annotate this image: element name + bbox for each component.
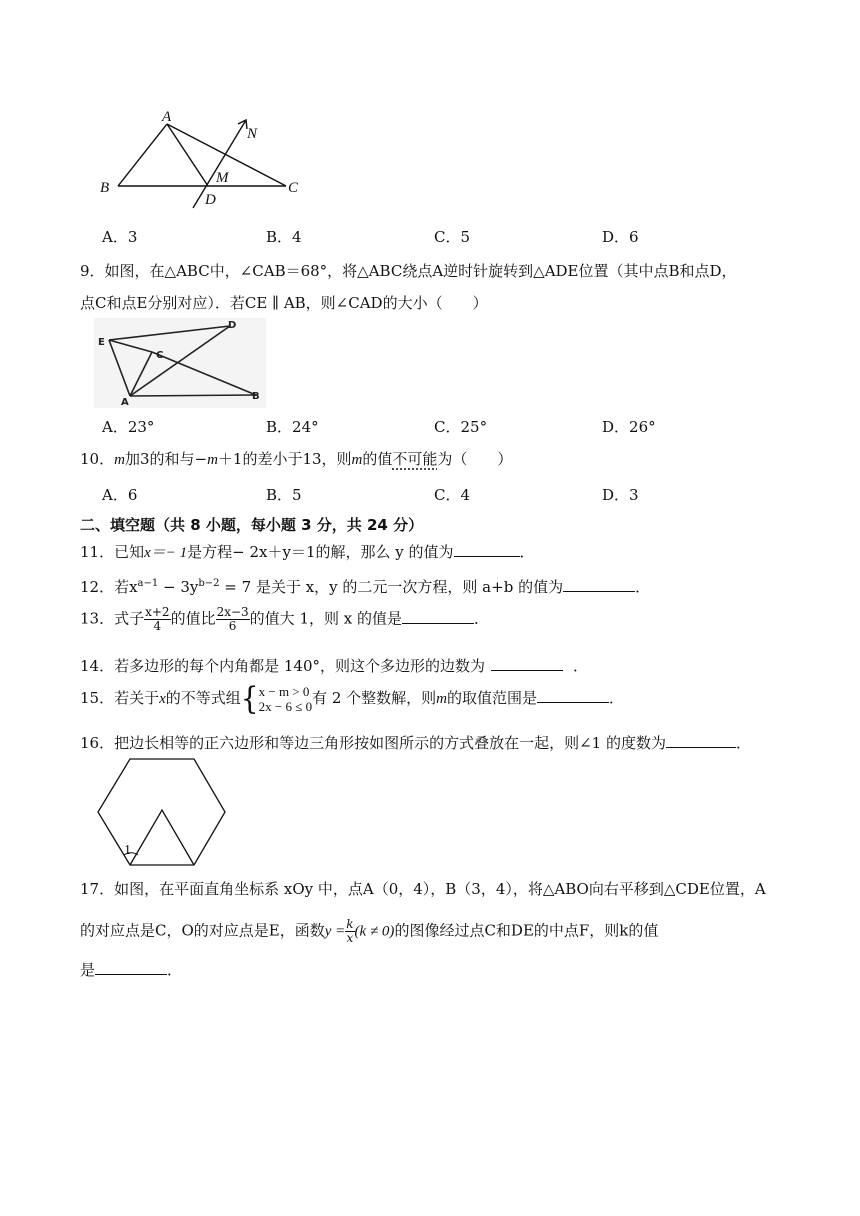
q11-text-1: 11．已知 [80,543,145,561]
fig8-label-m: M [216,170,229,186]
q10-text-2: ＋1的差小于13，则 [217,450,352,468]
q9-option-b[interactable] [266,416,319,437]
fig9-label-d: D [228,320,237,331]
q11-text-2: 是方程− 2x＋y＝1 [187,543,316,561]
q9-option-b-letter: B． [266,418,293,436]
q16-text: 16．把边长相等的正六边形和等边三角形按如图所示的方式叠放在一起，则∠1 的度数为 [80,734,666,752]
q17-text-2: 的图像经过点C和DE的中点F，则k的值 [394,921,659,940]
q13-fraction-1-denominator: 4 [153,619,162,633]
q13-answer-blank[interactable] [402,609,474,624]
q13-end: ． [473,609,489,628]
q9-option-a-text: 23° [127,418,155,436]
q10-option-b-letter: B． [266,486,293,504]
q13-text-3: 的值大 1，则 x 的值是 [249,609,402,628]
q12-exponent-1: a−1 [137,578,159,589]
q15-inequality-1: x − m > 0 [258,684,310,699]
figure-q9-rotation [94,318,266,408]
q8-option-b[interactable] [266,226,302,247]
q13-fraction-2-numerator: 2x−3 [216,605,249,619]
q9-stem-line2: 点C和点E分别对应）．若CE ∥ AB，则∠CAD的大小（ ） [80,294,488,312]
q17-stem-line1: 17．如图，在平面直角坐标系 xOy 中，点A（0，4），B（3，4），将△ABO向右平移到△CDE位置，A [80,880,766,898]
q10-stem [80,448,512,469]
q15-text-1: 15．若关于 [80,689,160,707]
q15-end: ． [609,689,625,707]
q9-option-c-text: 25° [460,418,488,436]
q10-text-3: 的值 [362,450,393,468]
q8-option-b-letter: B． [266,228,293,246]
q10-var-m3: m [351,452,363,468]
q8-option-a[interactable] [102,226,137,247]
q9-option-c[interactable] [434,416,487,437]
q8-option-d[interactable] [602,226,639,247]
q13-fraction-2 [216,606,250,633]
q8-option-d-letter: D． [602,228,630,246]
q10-option-a[interactable] [102,484,137,505]
q17-function-condition: (k ≠ 0) [354,923,395,940]
q10-option-a-text: 6 [127,486,138,504]
q12-text-2: − 3y [158,578,199,596]
q10-option-c[interactable] [434,484,470,505]
q15-text-2: 的不等式组 [165,689,241,707]
q12-text-3: = 7 是关于 x，y 的二元一次方程，则 a+b 的值为 [219,578,564,596]
q17-fraction-denominator: x [346,931,354,945]
q16-end: ． [735,734,751,752]
q17-end: ． [167,961,183,979]
q15-stem [80,680,625,717]
section-2-heading: 二、填空题（共 8 小题，每小题 3 分，共 24 分） [80,516,424,534]
q12-answer-blank[interactable] [563,577,635,592]
q12-exponent-2: b−2 [198,578,220,589]
q15-brace: { [240,680,259,717]
q12-end: ． [635,578,651,596]
q12-stem [80,576,650,597]
q15-text-4: 的取值范围是 [447,689,538,707]
q10-var-m1: m [114,452,125,468]
q17-stem-line3 [80,959,182,980]
q11-text-3: 的解，那么 y 的值为 [315,543,454,561]
q14-stem [80,655,588,676]
q14-answer-blank[interactable] [491,656,563,671]
q12-text-1: 12．若x [80,578,138,596]
figure-q16-hexagon-triangle [94,756,230,868]
q10-option-d[interactable] [602,484,639,505]
q17-text-1: 的对应点是C，O的对应点是E，函数 [80,921,325,940]
q8-option-c-letter: C． [434,228,461,246]
fig8-label-b: B [100,180,110,196]
q10-text-4: 为（ ） [437,450,513,468]
q17-text-3: 是 [80,961,96,979]
q10-var-m2: m [207,452,218,468]
q10-option-b-text: 5 [292,486,302,504]
q10-number: 10． [80,450,115,468]
q8-option-d-text: 6 [629,228,639,246]
q14-end: ． [573,657,589,675]
q11-answer-blank[interactable] [454,542,520,557]
q17-stem-line2 [80,918,658,945]
fig8-label-d: D [205,192,216,208]
q9-option-d-letter: D． [602,418,630,436]
q17-fraction-numerator: k [346,917,354,931]
q16-stem [80,732,751,753]
fig9-label-a: A [121,397,129,408]
q9-option-a-letter: A． [102,418,128,436]
q8-option-a-letter: A． [102,228,128,246]
q15-var-x: x [159,691,166,707]
q13-fraction-1 [144,606,170,633]
q8-option-c-text: 5 [460,228,471,246]
q13-text-2: 的值比 [170,609,216,628]
q11-stem [80,541,535,562]
q13-text-1: 13．式子 [80,609,145,628]
figure-q8-triangle [90,108,299,213]
q9-option-a[interactable] [102,416,154,437]
q16-answer-blank[interactable] [666,733,736,748]
q10-option-b[interactable] [266,484,302,505]
fig9-label-b: B [252,391,260,402]
q10-option-a-letter: A． [102,486,128,504]
q13-stem [80,606,489,633]
q13-fraction-1-numerator: x+2 [145,605,170,619]
q15-var-m: m [436,691,448,707]
q14-text: 14．若多边形的每个内角都是 140°，则这个多边形的边数为 [80,657,485,675]
fig8-label-n: N [247,126,258,142]
q9-option-b-text: 24° [292,418,319,436]
q15-text-3: 有 2 个整数解，则 [312,689,437,707]
q17-fraction [345,918,354,945]
q17-answer-blank[interactable] [95,960,167,975]
fig8-label-c: C [288,180,299,196]
q10-text-1: 加3的和与− [124,450,208,468]
fig8-label-a: A [162,109,172,125]
q11-equation: x＝− 1 [144,545,188,561]
q8-option-c[interactable] [434,226,470,247]
q8-option-b-text: 4 [292,228,302,246]
q9-stem-line1: 9．如图，在△ABC中，∠CAB＝68°，将△ABC绕点A逆时针旋转到△ADE位置（其中点B和点D， [80,262,737,280]
q10-option-d-text: 3 [629,486,639,504]
q9-option-d[interactable] [602,416,656,437]
q10-option-c-text: 4 [460,486,471,504]
q11-end: ． [519,543,535,561]
q10-emphasis: 不可能 [392,450,438,468]
fig9-label-c: C [156,350,164,361]
q17-function-lhs: y = [324,923,346,940]
fig16-angle-label: 1 [124,843,131,858]
q15-inequality-2: 2x − 6 ≤ 0 [258,699,313,714]
q10-option-c-letter: C． [434,486,461,504]
q8-option-a-text: 3 [127,228,138,246]
q13-fraction-2-denominator: 6 [228,619,237,633]
q10-option-d-letter: D． [602,486,630,504]
q9-option-d-text: 26° [629,418,656,436]
fig9-label-e: E [98,337,105,348]
q9-option-c-letter: C． [434,418,461,436]
q15-answer-blank[interactable] [537,688,609,703]
q15-inequality-system [259,684,312,714]
